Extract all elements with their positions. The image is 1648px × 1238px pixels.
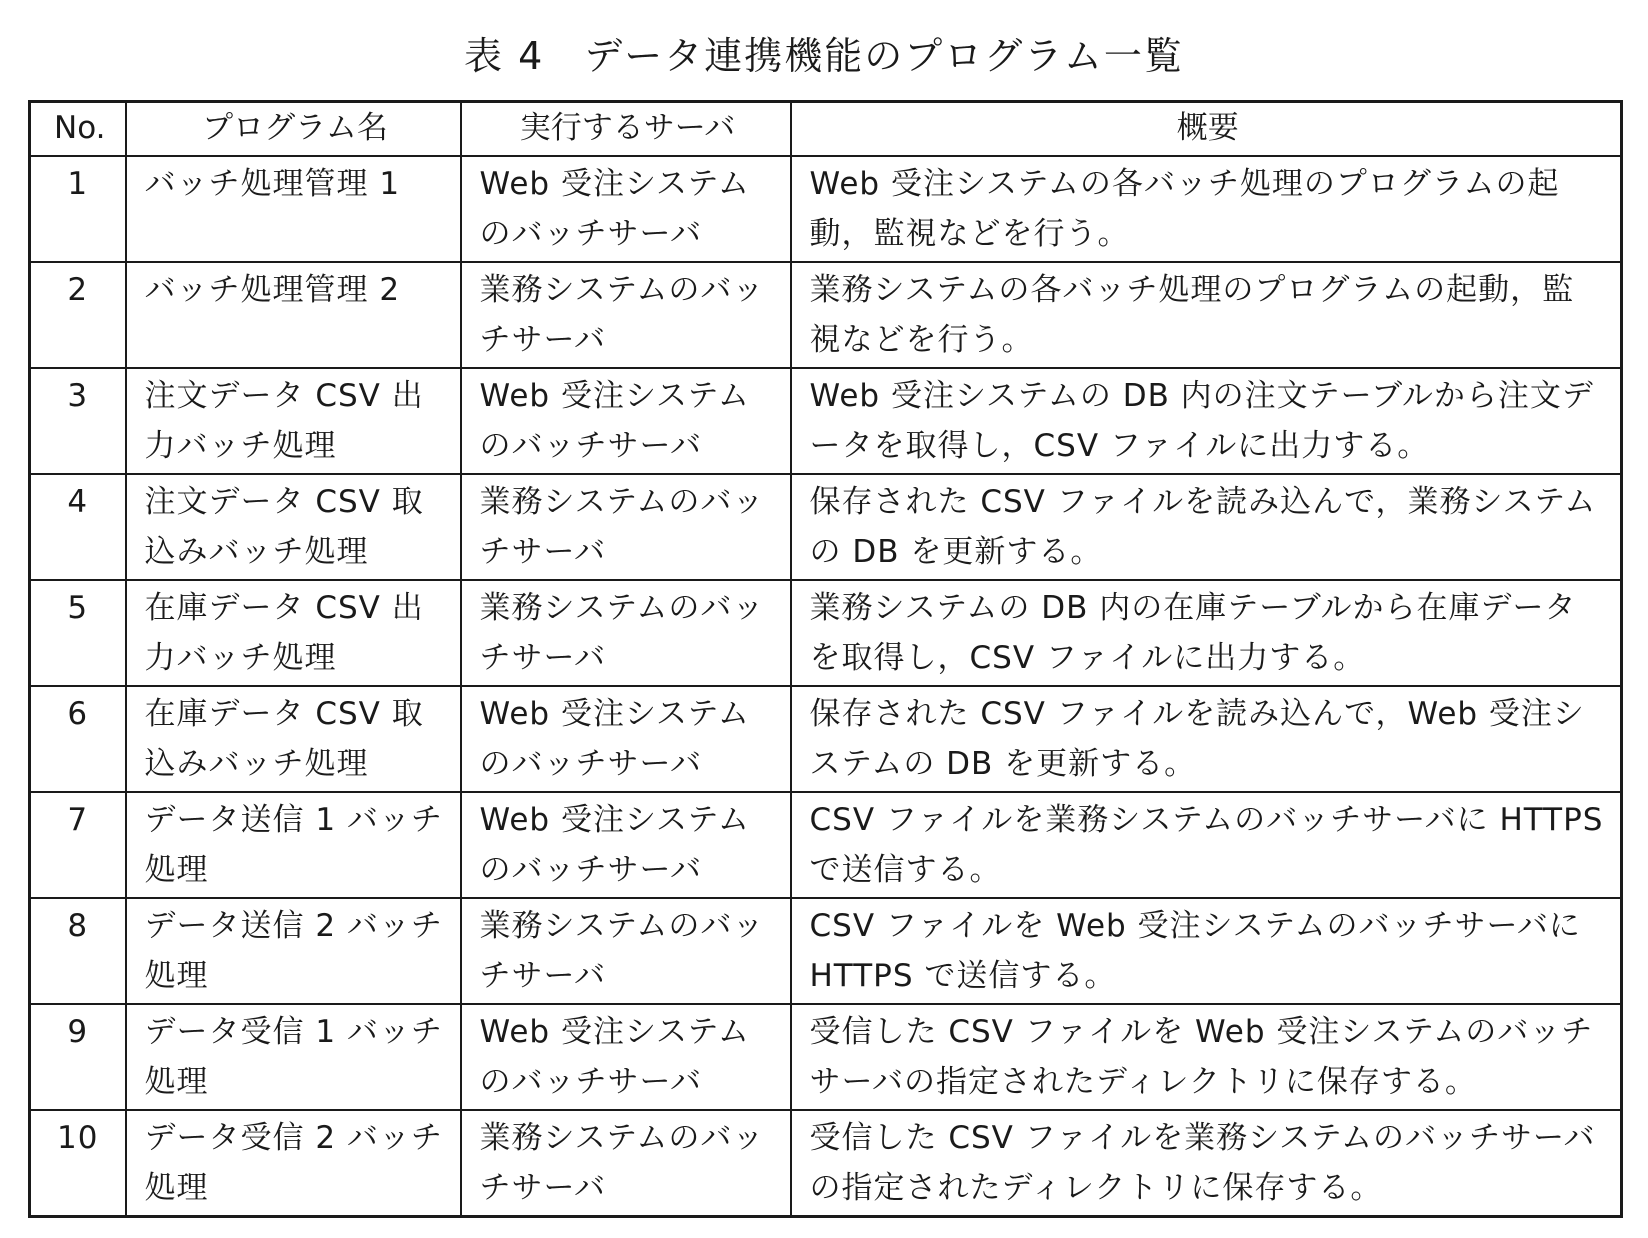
table-row bbox=[30, 686, 1622, 792]
header-summary: 概要 bbox=[791, 102, 1622, 157]
program-list-table bbox=[28, 100, 1623, 1218]
table-row bbox=[30, 1004, 1622, 1110]
row-summary: 受信した CSV ファイルを Web 受注システムのバッチサーバの指定されたディレクトリに保存する。 bbox=[791, 1004, 1622, 1110]
row-summary: CSV ファイルを業務システムのバッチサーバに HTTPS で送信する。 bbox=[791, 792, 1622, 898]
row-server: Web 受注システムのバッチサーバ bbox=[461, 368, 791, 474]
row-summary: Web 受注システムの DB 内の注文テーブルから注文データを取得し，CSV ファイルに出力する。 bbox=[791, 368, 1622, 474]
row-summary: 業務システムの DB 内の在庫テーブルから在庫データを取得し，CSV ファイルに出力する。 bbox=[791, 580, 1622, 686]
table-row bbox=[30, 474, 1622, 580]
table-row bbox=[30, 898, 1622, 1004]
row-server: 業務システムのバッチサーバ bbox=[461, 474, 791, 580]
row-server: Web 受注システムのバッチサーバ bbox=[461, 686, 791, 792]
row-summary: 保存された CSV ファイルを読み込んで，Web 受注システムの DB を更新する。 bbox=[791, 686, 1622, 792]
row-server: 業務システムのバッチサーバ bbox=[461, 580, 791, 686]
row-no: 10 bbox=[30, 1110, 126, 1217]
row-no: 6 bbox=[30, 686, 126, 792]
row-program-name: データ送信 2 バッチ処理 bbox=[126, 898, 461, 1004]
row-server: 業務システムのバッチサーバ bbox=[461, 898, 791, 1004]
row-server: Web 受注システムのバッチサーバ bbox=[461, 156, 791, 262]
header-server: 実行するサーバ bbox=[461, 102, 791, 157]
row-program-name: 注文データ CSV 出力バッチ処理 bbox=[126, 368, 461, 474]
row-no: 1 bbox=[30, 156, 126, 262]
table-row bbox=[30, 156, 1622, 262]
row-summary: CSV ファイルを Web 受注システムのバッチサーバに HTTPS で送信する。 bbox=[791, 898, 1622, 1004]
row-program-name: データ送信 1 バッチ処理 bbox=[126, 792, 461, 898]
row-program-name: 在庫データ CSV 出力バッチ処理 bbox=[126, 580, 461, 686]
row-program-name: バッチ処理管理 1 bbox=[126, 156, 461, 262]
row-server: 業務システムのバッチサーバ bbox=[461, 262, 791, 368]
row-no: 9 bbox=[30, 1004, 126, 1110]
header-program-name: プログラム名 bbox=[126, 102, 461, 157]
row-summary: 業務システムの各バッチ処理のプログラムの起動，監視などを行う。 bbox=[791, 262, 1622, 368]
row-no: 8 bbox=[30, 898, 126, 1004]
row-server: Web 受注システムのバッチサーバ bbox=[461, 792, 791, 898]
table-row bbox=[30, 368, 1622, 474]
header-row bbox=[30, 102, 1622, 157]
row-program-name: データ受信 2 バッチ処理 bbox=[126, 1110, 461, 1217]
row-summary: 受信した CSV ファイルを業務システムのバッチサーバの指定されたディレクトリに保存する。 bbox=[791, 1110, 1622, 1217]
row-program-name: バッチ処理管理 2 bbox=[126, 262, 461, 368]
header-no: No. bbox=[30, 102, 126, 157]
table-row bbox=[30, 792, 1622, 898]
table-row bbox=[30, 1110, 1622, 1217]
row-no: 5 bbox=[30, 580, 126, 686]
table-row bbox=[30, 262, 1622, 368]
row-program-name: データ受信 1 バッチ処理 bbox=[126, 1004, 461, 1110]
row-program-name: 在庫データ CSV 取込みバッチ処理 bbox=[126, 686, 461, 792]
table-row bbox=[30, 580, 1622, 686]
row-no: 3 bbox=[30, 368, 126, 474]
row-server: Web 受注システムのバッチサーバ bbox=[461, 1004, 791, 1110]
row-program-name: 注文データ CSV 取込みバッチ処理 bbox=[126, 474, 461, 580]
row-summary: Web 受注システムの各バッチ処理のプログラムの起動，監視などを行う。 bbox=[791, 156, 1622, 262]
row-no: 7 bbox=[30, 792, 126, 898]
row-server: 業務システムのバッチサーバ bbox=[461, 1110, 791, 1217]
row-no: 2 bbox=[30, 262, 126, 368]
row-no: 4 bbox=[30, 474, 126, 580]
table-caption: 表 4 データ連携機能のプログラム一覧 bbox=[464, 34, 1184, 78]
row-summary: 保存された CSV ファイルを読み込んで，業務システムの DB を更新する。 bbox=[791, 474, 1622, 580]
